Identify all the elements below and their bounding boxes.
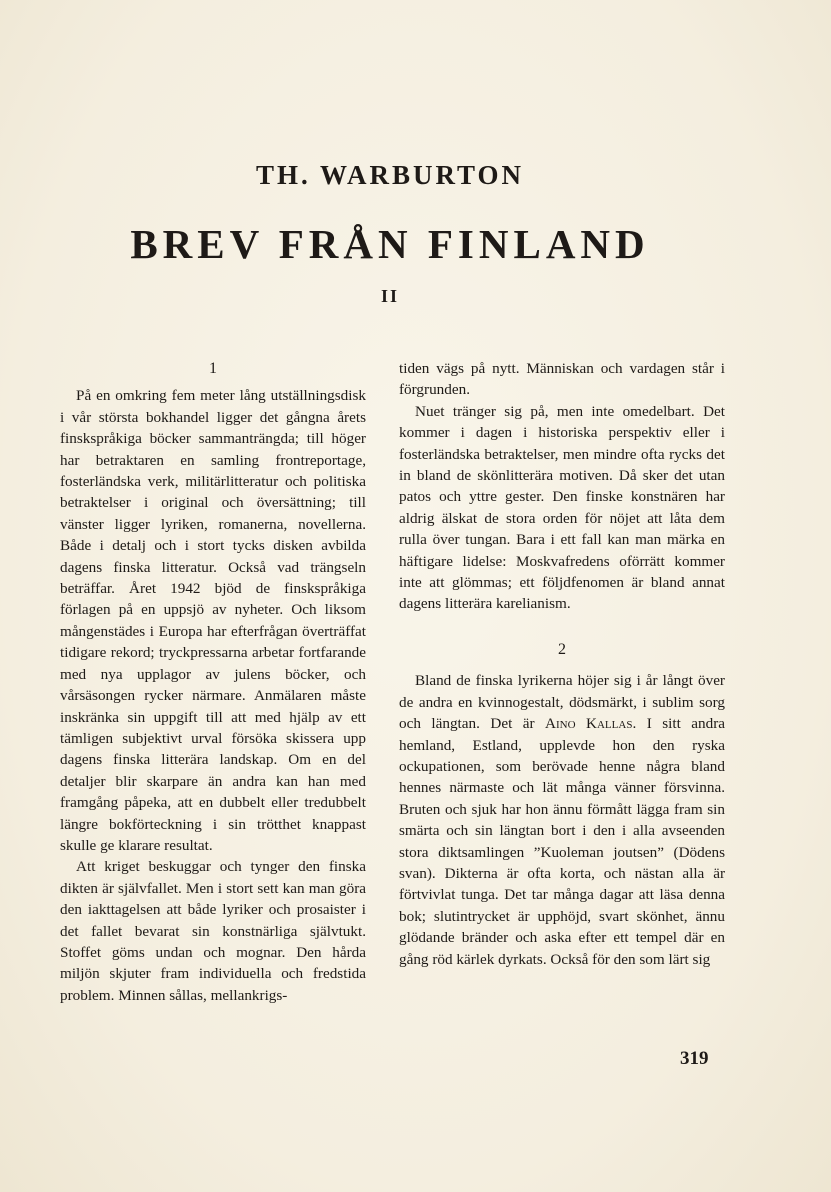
- author-name: TH. WARBURTON: [255, 160, 525, 190]
- article-title: BREV FRÅN FINLAND: [130, 221, 650, 267]
- paragraph: [399, 670, 725, 970]
- left-column: [60, 358, 366, 1006]
- right-column: [399, 358, 725, 970]
- page-number: 319: [680, 1048, 709, 1069]
- paragraph: På en omkring fem meter lång utställningsdisk i vår största bokhandel ligger det gångna årets finskspråkiga böcker sammanträngda; till höger har betraktaren en samling frontreportage, fosterländska verk, militärlitteratur och politiska betraktelser i original och översättning; till vänster ligger lyriken, romanerna, novellerna. Både i detalj och i stort tycks disken avbilda dagens finska litteratur. Också vad trängseln beträffar. Året 1942 bjöd de finskspråkiga förlagen på en uppsjö av nyheter. Och liksom mångenstädes i Europa har efterfrågan överträffat tidigare rekord; tryckpressarna arbetar fortfarande med nya upplagor av julens böcker, och vårsäsongen rycker närmare. Anmälaren måste inskränka sin uppgift till att med hjälp av ett tämligen subjektivt urval försöka skissera upp dagens finska litterära landskap. Om en del detaljer blir skarpare än andra kan han med framgång påpeka, att en dubbelt eller tredubbelt längre bokförteckning i sin trötthet knappast skulle ge klarare resultat.: [60, 387, 366, 854]
- paragraph: Att kriget beskuggar och tynger den finska dikten är självfallet. Men i stort sett kan man göra den iakttagelsen att både lyriker och prosaister i det fallet bevarat sin konstnärliga självtukt. Stoffet göms undan och mognar. Den hårda miljön skjuter fram individuella och fredstida problem. Minnen sållas, mellankrigs-: [60, 858, 366, 1004]
- paragraph-continued: tiden vägs på nytt. Människan och vardagen står i förgrunden.: [399, 360, 725, 399]
- section-number: 1: [209, 360, 217, 377]
- paragraph: Nuet tränger sig på, men inte omedelbart. Det kommer i dagen i historiska perspektiv eller i fosterländska betraktelser, men mindre ofta rycks det in bland de skönlitterära motiven. Då sker det utan patos och yttre gester. Den finske konstnären har aldrig älskat de stora orden för nöjet att låta dem rulla över tungan. Bara i ett fall kan man märka en häftigare lidelse: Moskvafredens oförrätt kommer inte att glömmas; ett följdfenomen är bland annat dagens litterära karelianism.: [399, 402, 725, 613]
- section-number: 2: [558, 640, 566, 658]
- paragraph-text: . I sitt andra hemland, Estland, upplevde hon den ryska ockupationen, som berövade henne några bland hennes närmaste och lät många vänner försvinna. Bruten och sjuk har hon ännu förmått lägga fram sin smärta och sin längtan bort i den i alla avseenden stora diktsamlingen ”Kuoleman joutsen” (Dödens svan). Dikterna är ofta korta, och nästan alla är förtvivlat tunga. Det tar många dagar att läsa denna bok; slutintrycket är upphöjd, svart skönhet, ännu glödande bränder och aska efter ett tempel där en gång röd kärlek dyrkats. Också för den som lärt sig: [399, 715, 725, 968]
- poet-name: Aino Kallas: [545, 715, 633, 733]
- paragraph-text: Bland de finska lyrikerna höjer sig i år långt över de andra en kvinnogestalt, dödsmärkt, i sublim sorg och längtan. Det är: [399, 672, 725, 733]
- part-number: II: [380, 286, 399, 306]
